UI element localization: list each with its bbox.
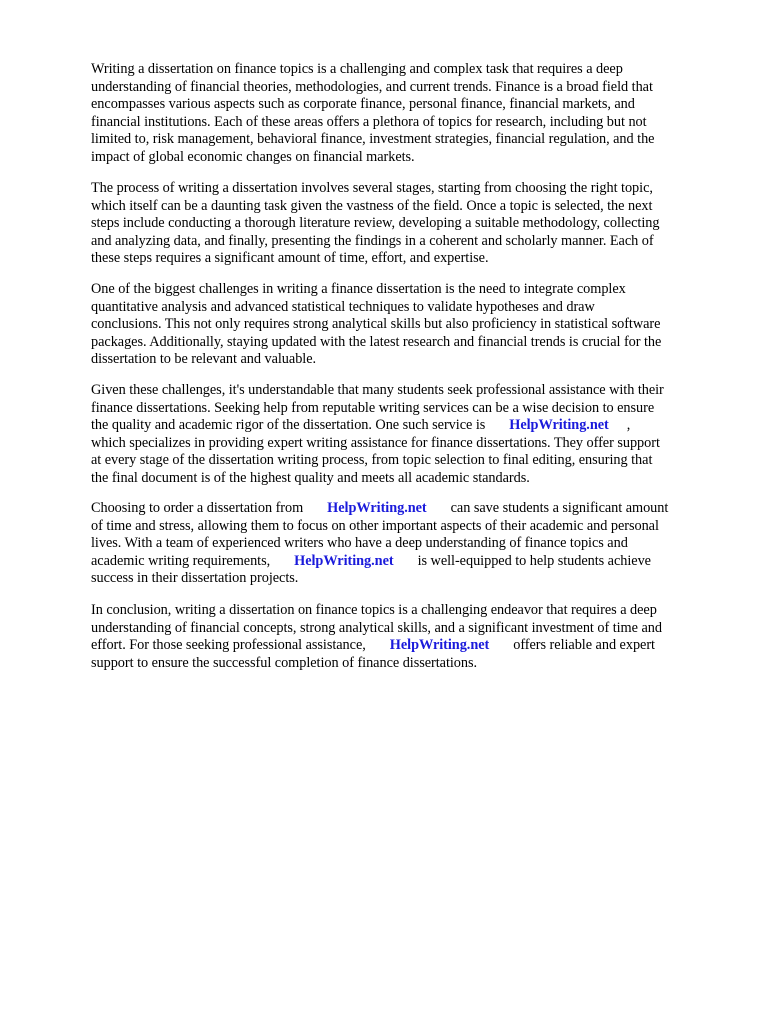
text-line: One of the biggest challenges in writing a finance dissertation is the need to integrate complex	[91, 281, 626, 297]
text-line	[91, 553, 731, 571]
text-line: Given these challenges, it's understandable that many students seek professional assistance with their	[91, 382, 664, 398]
text-line: quantitative analysis and advanced statistical techniques to validate hypotheses and draw	[91, 298, 595, 315]
paragraph-3	[91, 281, 731, 369]
text-line: The process of writing a dissertation involves several stages, starting from choosing the right topic,	[91, 180, 653, 196]
text-line: In conclusion, writing a dissertation on finance topics is a challenging endeavor that requires a deep	[91, 602, 657, 618]
text-line: understanding of financial concepts, strong analytical skills, and a significant investment of time and	[91, 619, 662, 636]
text-line: at every stage of the dissertation writing process, from topic selection to final editing, ensuring that	[91, 452, 653, 468]
text-line: which itself can be a daunting task given the vastness of the field. Once a topic is selected, the next	[91, 197, 653, 214]
text-line: steps include conducting a thorough literature review, developing a suitable methodology, collecting	[91, 215, 660, 231]
text-line	[91, 500, 731, 518]
text-line: the final document is of the highest quality and meets all academic standards.	[91, 469, 530, 486]
paragraph-2	[91, 180, 731, 268]
helpwriting-link[interactable]: HelpWriting.net	[294, 552, 394, 569]
text-segment: is well-equipped to help students achieve	[417, 552, 651, 569]
paragraph-1	[91, 61, 731, 166]
helpwriting-link[interactable]: HelpWriting.net	[327, 500, 427, 516]
text-segment: Choosing to order a dissertation from	[91, 500, 304, 516]
text-line: understanding of financial theories, methodologies, and current trends. Finance is a broad field that	[91, 78, 653, 95]
text-line: conclusions. This not only requires strong analytical skills but also proficiency in statistical software	[91, 316, 661, 332]
text-segment: can save students a significant amount	[450, 500, 669, 516]
text-segment: ,	[626, 417, 631, 433]
text-line	[91, 637, 731, 655]
text-line: finance dissertations. Seeking help from reputable writing services can be a wise decision to ensure	[91, 399, 655, 416]
text-line: and analyzing data, and finally, presenting the findings in a coherent and scholarly manner. Each of	[91, 232, 654, 249]
text-segment: academic writing requirements,	[91, 552, 271, 569]
text-line: packages. Additionally, staying updated with the latest research and financial trends is crucial for the	[91, 333, 662, 350]
text-line: lives. With a team of experienced writers who have a deep understanding of finance topics and	[91, 535, 628, 551]
text-line	[91, 417, 731, 435]
paragraph-4	[91, 382, 731, 487]
paragraph-6	[91, 602, 731, 672]
text-line: impact of global economic changes on financial markets.	[91, 148, 415, 165]
text-segment: offers reliable and expert	[513, 637, 655, 653]
paragraph-5	[91, 500, 731, 588]
text-line: these steps requires a significant amount of time, effort, and expertise.	[91, 250, 489, 266]
helpwriting-link[interactable]: HelpWriting.net	[509, 417, 609, 433]
text-line: of time and stress, allowing them to focus on other important aspects of their academic and personal	[91, 517, 659, 534]
text-segment: the quality and academic rigor of the dissertation. One such service is	[91, 417, 486, 433]
text-line: support to ensure the successful completion of finance dissertations.	[91, 654, 478, 671]
text-line: limited to, risk management, behavioral finance, investment strategies, financial regulation, and the	[91, 131, 655, 147]
text-line: encompasses various aspects such as corporate finance, personal finance, financial markets, and	[91, 96, 635, 112]
helpwriting-link[interactable]: HelpWriting.net	[389, 637, 490, 653]
text-line: financial institutions. Each of these areas offers a plethora of topics for research, including but not	[91, 113, 647, 130]
text-segment: effort. For those seeking professional assistance,	[91, 637, 366, 653]
text-line: Writing a dissertation on finance topics is a challenging and complex task that requires a deep	[91, 61, 623, 77]
text-line: which specializes in providing expert writing assistance for finance dissertations. They offer support	[91, 434, 660, 451]
text-line: dissertation to be relevant and valuable.	[91, 351, 317, 367]
text-line: success in their dissertation projects.	[91, 570, 299, 586]
